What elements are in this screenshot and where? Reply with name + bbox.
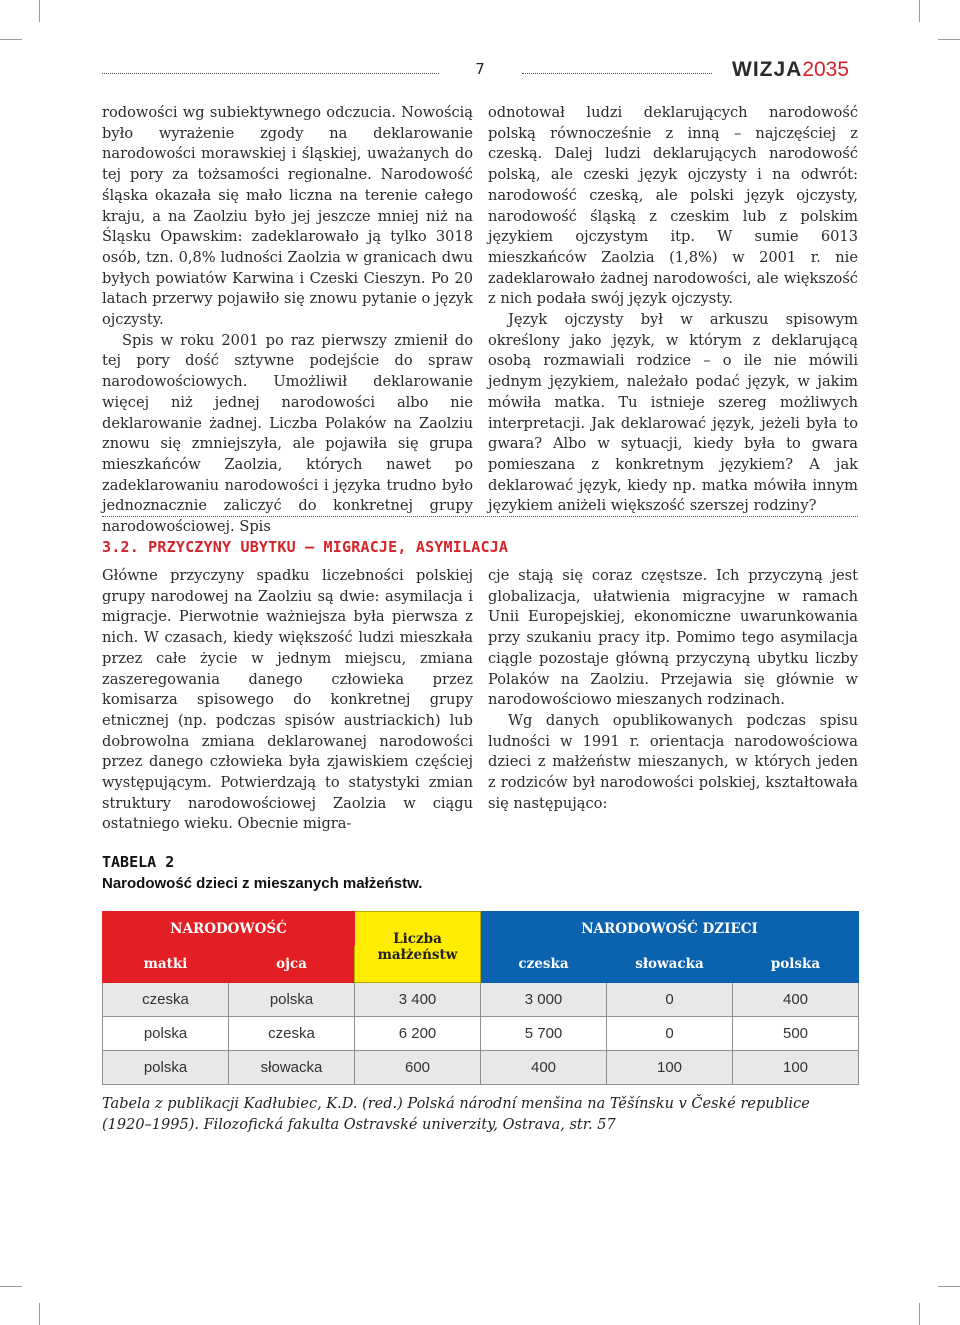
crop-mark (919, 0, 920, 22)
column-2 (488, 103, 858, 517)
header-father: ojca (229, 946, 355, 983)
header-czech: czeska (481, 946, 607, 983)
section-divider (102, 516, 858, 517)
table-row (103, 1051, 859, 1085)
section-heading: 3.2. PRZYCZYNY UBYTKU – MIGRACJE, ASYMILACJA (102, 538, 509, 556)
table-row (103, 1017, 859, 1051)
crop-mark (39, 1303, 40, 1325)
crop-mark (938, 39, 960, 40)
table-cell: polska (229, 983, 355, 1017)
header-rule-left (102, 73, 439, 74)
paragraph: Spis w roku 2001 po raz pierwszy zmienił do tej pory dość sztywne podejście do spraw narodowościowych. Umożliwił deklarowanie więcej niż jednej narodowości albo nie deklarowanie żadnej. Liczba Polaków na Zaolziu znowu się zmniejszyła, ale pojawiła się grupa mieszkańców Zaolzia, których nawet po zadeklarowaniu narodowości i języka trudno było jednoznacznie zaliczyć do konkretnej grupy narodowościowej. Spis (102, 331, 473, 536)
table-cell: 100 (607, 1051, 733, 1085)
header-rule-right (522, 73, 712, 74)
table-cell: 6 200 (355, 1017, 481, 1051)
header-parents-nationality: NARODOWOŚĆ (103, 912, 355, 946)
paragraph: odnotował ludzi deklarujących narodowość polską równocześnie z inną – najczęściej z czeską. Dalej ludzi deklarujących narodowość polską, ale czeski język ojczysty i na odwrót: narodowość czeską, ale polski język ojczysty, narodowość śląską z czeskim lub z polskim językiem ojczystym itp. W sumie 6013 mieszkańców Zaolzia (1,8%) w 2001 r. nie zadeklarowało żadnej narodowości, ale większość z nich podała swój język ojczysty. (488, 104, 858, 308)
paragraph: cje stają się coraz częstsze. Ich przyczyną jest globalizacja, ułatwienia migracyjne w ramach Unii Europejskiej, ekonomiczne uwarunkowania przy szukaniu pracy itp. Pomimo tego asymilacja ciągle pozostaje główną przyczyną ubytku liczby Polaków na Zaolziu. Przejawia się głównie w narodowościowo mieszanych rodzinach. (488, 567, 858, 709)
header-polish: polska (733, 946, 859, 983)
table-subtitle: Narodowość dzieci z mieszanych małżeństw. (102, 875, 423, 892)
table-caption: Tabela z publikacji Kadłubiec, K.D. (red.) Polská národní menšina na Těšínsku v České republice (1920–1995). Filozofická fakulta Ostravské univerzity, Ostrava, str. 57 (102, 1096, 810, 1133)
header-mother: matki (103, 946, 229, 983)
logo-word: WIZJA (732, 58, 803, 81)
table-cell: 400 (733, 983, 859, 1017)
crop-mark (938, 1286, 960, 1287)
crop-mark (919, 1303, 920, 1325)
table-cell: 0 (607, 1017, 733, 1051)
header-marriages-count: Liczba małżeństw (355, 912, 481, 983)
table-cell: 5 700 (481, 1017, 607, 1051)
table-row (103, 983, 859, 1017)
paragraph: Główne przyczyny spadku liczebności polskiej grupy narodowej na Zaolziu są dwie: asymilacja i migracje. Pierwotnie ważniejsza była pierwsza z nich. W czasach, kiedy większość ludzi mieszkała przez całe życie w jednym miejscu, zmiana zaszeregowania danego człowieka przez komisarza spisowego do konkretnej grupy etnicznej (np. podczas spisów austriackich) lub dobrowolna zmiana deklarowanej narodowości przez danego człowieka była zjawiskiem częściej występującym. Potwierdzają to statystyki zmian struktury narodowościowej Zaolzia w ciągu ostatniego wieku. Obecnie migra- (102, 567, 473, 833)
table-header-row (103, 912, 859, 946)
column-4 (488, 566, 858, 814)
children-nationality-table (102, 911, 859, 1085)
table-title (102, 852, 602, 894)
table-cell: 500 (733, 1017, 859, 1051)
crop-mark (0, 1286, 22, 1287)
page-number: 7 (475, 60, 485, 78)
table-cell: 100 (733, 1051, 859, 1085)
crop-mark (0, 39, 22, 40)
paragraph: Język ojczysty był w arkuszu spisowym określony jako język, w którym z deklarującą osobą rozmawiali rodzice – o ile nie mówili jednym językiem, należało podać język, w jakim mówiła matka. Tu istnieje szereg możliwych interpretacji. Jak deklarować język, jeżeli była to gwara? Albo w sytuacji, kiedy była to gwara pomieszana z konkretnym językiem? A jak deklarować język, kiedy np. matka mówiła innym językiem aniżeli większość szerszej rodziny? (488, 311, 858, 515)
table-label: TABELA 2 (102, 853, 175, 871)
paragraph: Wg danych opublikowanych podczas spisu ludności w 1991 r. orientacja narodowościowa dzieci z małżeństw mieszanych, w których jeden z rodziców był narodowości polskiej, kształtowała się następująco: (488, 711, 858, 812)
table-cell: 3 400 (355, 983, 481, 1017)
table-cell: 3 000 (481, 983, 607, 1017)
logo-year: 2035 (802, 58, 850, 81)
table-cell: czeska (103, 983, 229, 1017)
table-cell: 600 (355, 1051, 481, 1085)
column-1 (102, 103, 473, 538)
table-cell: słowacka (229, 1051, 355, 1085)
column-3 (102, 566, 473, 835)
crop-mark (39, 0, 40, 22)
table-cell: 400 (481, 1051, 607, 1085)
table-cell: polska (103, 1017, 229, 1051)
table-subheader-row (103, 946, 859, 983)
header-slovak: słowacka (607, 946, 733, 983)
wizja-logo (732, 58, 849, 82)
paragraph: rodowości wg subiektywnego odczucia. Nowością było wyrażenie zgody na deklarowanie narodowości morawskiej i śląskiej, uważanych do tej pory za tożsamości regionalne. Narodowość śląska okazała się mało liczna na terenie całego kraju, a na Zaolziu było jej jeszcze mniej niż na Śląsku Opawskim: zadeklarowało ją tylko 3018 osób, tzn. 0,8% ludności Zaolzia w granicach dwu byłych powiatów Karwina i Czeski Cieszyn. Po 20 latach przerwy pojawiło się znowu pytanie o język ojczysty. (102, 104, 473, 329)
table-cell: czeska (229, 1017, 355, 1051)
header-children-nationality: NARODOWOŚĆ DZIECI (481, 912, 859, 946)
table-cell: 0 (607, 983, 733, 1017)
table-cell: polska (103, 1051, 229, 1085)
